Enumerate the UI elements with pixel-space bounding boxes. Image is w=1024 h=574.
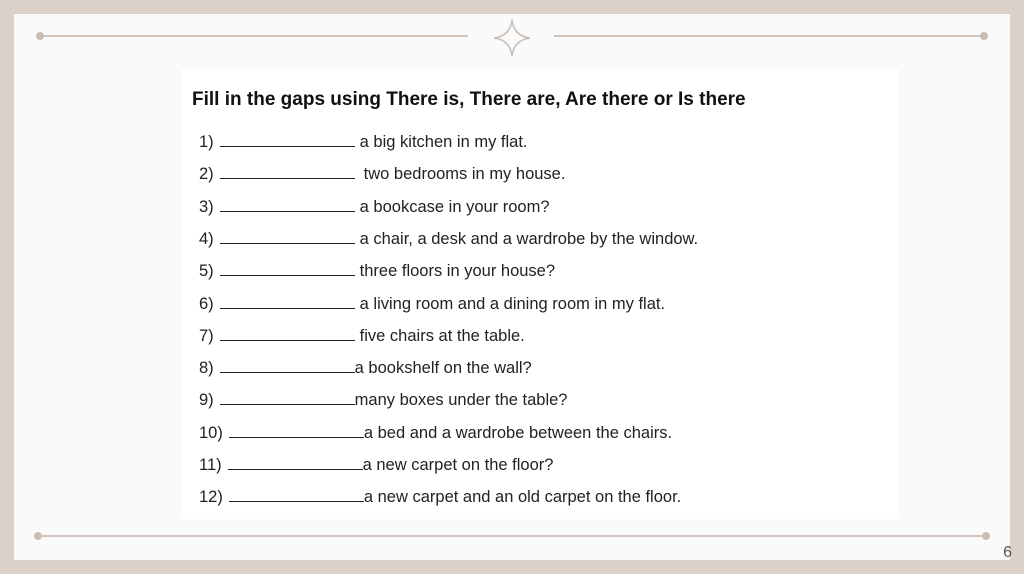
- answer-blank: [229, 500, 364, 502]
- answer-blank: [220, 177, 355, 179]
- exercise-item: [199, 165, 565, 187]
- item-number: 11): [199, 456, 222, 474]
- answer-blank: [229, 436, 364, 438]
- answer-blank: [220, 145, 355, 147]
- exercise-item: [199, 424, 672, 446]
- item-number: 4): [199, 229, 214, 248]
- item-number: 3): [199, 197, 214, 216]
- answer-blank: [228, 468, 363, 470]
- answer-blank: [220, 307, 355, 309]
- worksheet-title: Fill in the gaps using There is, There are, Are there or Is there: [192, 89, 746, 110]
- item-number: 2): [199, 165, 214, 184]
- item-text: a new carpet on the floor?: [362, 456, 554, 474]
- bottom-right-dot: [982, 532, 990, 540]
- item-text: a living room and a dining room in my flat.: [359, 294, 666, 313]
- worksheet: [181, 69, 899, 519]
- top-left-rule: [42, 35, 468, 37]
- item-number: 9): [199, 391, 214, 410]
- exercise-item: [199, 133, 528, 155]
- bottom-rule: [40, 535, 986, 537]
- item-text: a bookshelf on the wall?: [354, 359, 532, 378]
- exercise-item: [199, 488, 681, 510]
- exercise-item: [199, 391, 567, 413]
- item-number: 8): [199, 359, 214, 378]
- answer-blank: [220, 274, 355, 276]
- top-right-rule: [554, 35, 984, 37]
- item-number: 12): [199, 488, 223, 507]
- exercise-item: [199, 359, 532, 381]
- item-number: 10): [199, 423, 223, 442]
- answer-blank: [220, 403, 355, 405]
- answer-blank: [220, 371, 355, 373]
- answer-blank: [220, 242, 355, 244]
- exercise-item: [199, 295, 665, 317]
- answer-blank: [220, 339, 355, 341]
- top-right-dot: [980, 32, 988, 40]
- item-number: 6): [199, 294, 214, 313]
- item-number: 7): [199, 326, 214, 345]
- item-text: many boxes under the table?: [354, 391, 568, 410]
- answer-blank: [220, 210, 355, 212]
- item-text: two bedrooms in my house.: [363, 165, 566, 184]
- exercise-item: [199, 327, 525, 349]
- four-point-star-icon: [492, 18, 532, 58]
- item-text: a chair, a desk and a wardrobe by the window.: [359, 229, 699, 248]
- item-text: five chairs at the table.: [359, 326, 525, 345]
- item-text: a bed and a wardrobe between the chairs.: [363, 423, 673, 442]
- item-text: three floors in your house?: [359, 262, 556, 281]
- page-number: 6: [1003, 544, 1012, 561]
- slide: [14, 14, 1010, 560]
- item-text: a bookcase in your room?: [359, 197, 550, 216]
- exercise-item: [199, 198, 550, 220]
- item-text: a big kitchen in my flat.: [359, 133, 528, 151]
- item-number: 1): [199, 133, 214, 151]
- item-number: 5): [199, 262, 214, 281]
- exercise-item: [199, 456, 553, 478]
- exercise-item: [199, 262, 555, 284]
- item-text: a new carpet and an old carpet on the floor.: [363, 488, 682, 507]
- exercise-item: [199, 230, 698, 252]
